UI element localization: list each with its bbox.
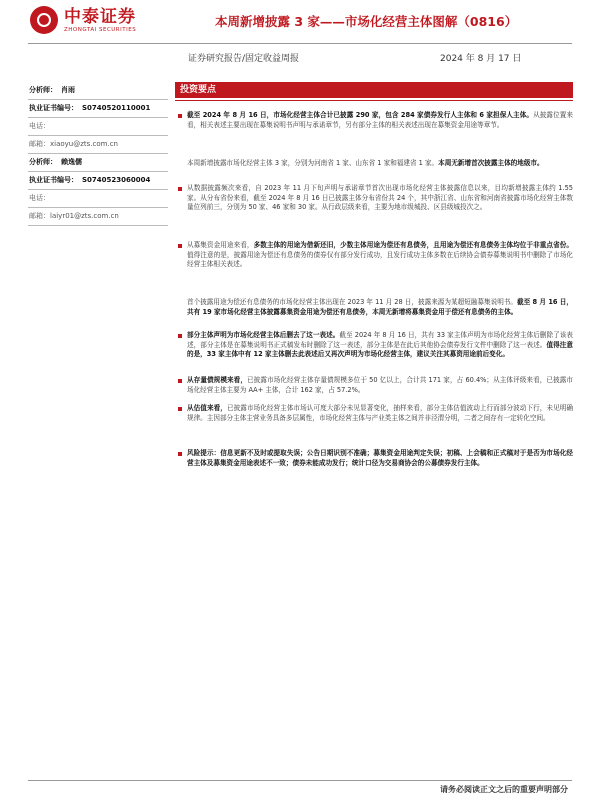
sidebar-row	[28, 136, 168, 154]
bullet-square-icon	[178, 379, 182, 383]
emphasis-text: 风险提示：信息更新不及时或提取失误；公告日期识别不准确；募集资金用途判定失误；初稿、上会稿和正式稿对于是否为市场化经营主体及募集资金用途表述不一致；债券未能成功发行；统计口径为交易商协会的公募债券发行主体。	[187, 449, 573, 467]
emphasis-text: 值得注意的是，33 家主体中有 12 家主体删去此表述后又再次声明为市场化经营主体，建议关注其募资用途前后变化。	[187, 340, 573, 358]
paragraph-text	[175, 184, 573, 213]
body-text: 值得注意的是，披露用途为偿还有息债务的债券仅有部分发行成功，且发行成功主体多数在后续协会债券募集说明书中删除了市场化经营主体相关表述。	[187, 250, 573, 268]
sidebar-value: 肖雨	[61, 86, 75, 94]
sidebar-label: 电话：	[29, 122, 50, 130]
paragraph	[175, 331, 573, 360]
sidebar-row	[28, 208, 168, 226]
bullet-square-icon	[178, 334, 182, 338]
sidebar-label: 邮箱：	[29, 140, 50, 148]
emphasis-text: 截至 8 月 16 日，共有 19 家市场化经营主体披露募集资金用途为偿还有息债务，本周无新增将募集资金用于偿还有息债务的主体。	[187, 298, 573, 316]
sidebar-row	[28, 172, 168, 190]
email-link[interactable]: xiaoyu@zts.com.cn	[50, 140, 118, 148]
paragraph-text	[175, 159, 573, 169]
bullet-square-icon	[178, 114, 182, 118]
sidebar-label: 邮箱：	[29, 212, 50, 220]
sidebar-value: S0740523060004	[82, 176, 151, 184]
disclaimer-note: 请务必阅读正文之后的重要声明部分	[440, 785, 568, 794]
section-divider	[175, 100, 573, 101]
paragraph-text	[175, 376, 573, 395]
paragraph	[175, 376, 573, 395]
investment-highlights	[175, 82, 573, 467]
paragraph-text	[175, 298, 573, 317]
paragraph-text	[175, 404, 573, 423]
sidebar-row	[28, 118, 168, 136]
sidebar-row	[28, 154, 168, 172]
paragraph	[175, 159, 573, 169]
analyst-info-panel	[28, 82, 168, 226]
footer-divider	[28, 780, 572, 781]
body-text: 已披露市场化经营主体市场认可度大部分未见显著变化，抽样来看，部分主体估值波动上行而部分波动下行，未见明确规律。主因部分主体主营业务具备多层属性，市场化经营主体与产业类主体之间并非泾渭分明，二者之间存有一定转化空间。	[187, 404, 573, 422]
body-text: 从募集资金用途来看，	[187, 241, 254, 249]
body-text: 从数据披露频次来看，自 2023 年 11 月下旬声明与承诺章节首次出现市场化经营主体披露信息以来，目均新增披露主体约 1.55 家。从分布省份来看，截至 2024 年 8 月 16 日已披露主体分布省份共 24 个，其中浙江省、山东省和河南省披露市场化经营主体数量位列前三，分别为 50 家、46 家和 30 家。从行政层级来看，主要为地市级城投、区县级城投次之。	[187, 184, 573, 211]
bullet-square-icon	[178, 244, 182, 248]
emphasis-text: 本周无新增首次披露主体的地级市。	[438, 159, 544, 167]
body-text: 本周新增披露市场化经营主体 3 家，分别为河南省 1 家、山东省 1 家和福建省 1 家。	[187, 159, 439, 167]
emphasis-text: 截至 2024 年 8 月 16 日，市场化经营主体合计已披露 290 家，包含 284 家债券发行人主体和 6 家担保人主体。	[187, 111, 534, 119]
emphasis-text: 多数主体的用途为借新还旧，少数主体用途为偿还有息债务，且用途为偿还有息债务主体均位于非重点省份。	[253, 241, 573, 249]
bullet-square-icon	[178, 452, 182, 456]
paragraph	[175, 449, 573, 468]
paragraph	[175, 111, 573, 130]
sidebar-label: 执业证书编号：	[29, 104, 78, 112]
report-type: 证券研究报告/固定收益周报	[188, 54, 300, 64]
body-text: 从披露位置来看，相关表述主要出现在募集说明书声明与承诺章节，另有部分主体的相关表述出现在募集资金用途等章节。	[187, 111, 573, 129]
sidebar-row	[28, 100, 168, 118]
bullet-square-icon	[178, 407, 182, 411]
company-logo	[30, 6, 136, 34]
section-title: 投资要点	[175, 82, 573, 98]
paragraph	[175, 298, 573, 317]
logo-name-en: ZHONGTAI SECURITIES	[64, 26, 137, 33]
emphasis-text: 从存量债规模来看，	[187, 376, 247, 384]
body-text: 首个披露用途为偿还有息债务的市场化经营主体出现在 2023 年 11 月 28 日，披露来源为某超短融募集说明书。	[187, 298, 518, 306]
sidebar-value: S0740520110001	[82, 104, 151, 112]
email-link[interactable]: laiyr01@zts.com.cn	[50, 212, 119, 220]
paragraph-text	[175, 331, 573, 360]
paragraph	[175, 184, 573, 213]
paragraph-text	[175, 241, 573, 270]
paragraph	[175, 404, 573, 423]
body-text: 截至 2024 年 8 月 16 日，共有 33 家主体声明为市场化经营主体后删除了该表述，部分主体是在募集说明书正式稿发布时删除了这一表述，部分主体是在此后其他协会债券发行文件中删除了这一表述。	[187, 331, 573, 349]
sidebar-value: 赖逸儒	[61, 158, 82, 166]
report-date: 2024 年 8 月 17 日	[440, 54, 522, 64]
paragraph-text	[175, 111, 573, 130]
logo-mark-icon	[30, 6, 58, 34]
sidebar-label: 执业证书编号：	[29, 176, 78, 184]
paragraph-text	[175, 449, 573, 468]
bullet-square-icon	[178, 187, 182, 191]
paragraph	[175, 241, 573, 270]
body-text: 已披露市场化经营主体存量债规模多位于 50 亿以上，合计共 171 家，占 60.4%；从主体评级来看，已披露市场化经营主体主要为 AA+ 主体，合计 162 家，占 57.2%。	[187, 376, 573, 394]
sidebar-label: 电话：	[29, 194, 50, 202]
sidebar-row	[28, 82, 168, 100]
sidebar-row	[28, 190, 168, 208]
logo-name-cn: 中泰证券	[64, 6, 136, 27]
header-divider	[28, 43, 572, 44]
emphasis-text: 从估值来看，	[187, 404, 227, 412]
sidebar-label: 分析师：	[29, 158, 57, 166]
emphasis-text: 部分主体声明为市场化经营主体后删去了这一表述。	[187, 331, 340, 339]
report-title: 本周新增披露 3 家——市场化经营主体图解（0816）	[215, 14, 518, 29]
sidebar-label: 分析师：	[29, 86, 57, 94]
